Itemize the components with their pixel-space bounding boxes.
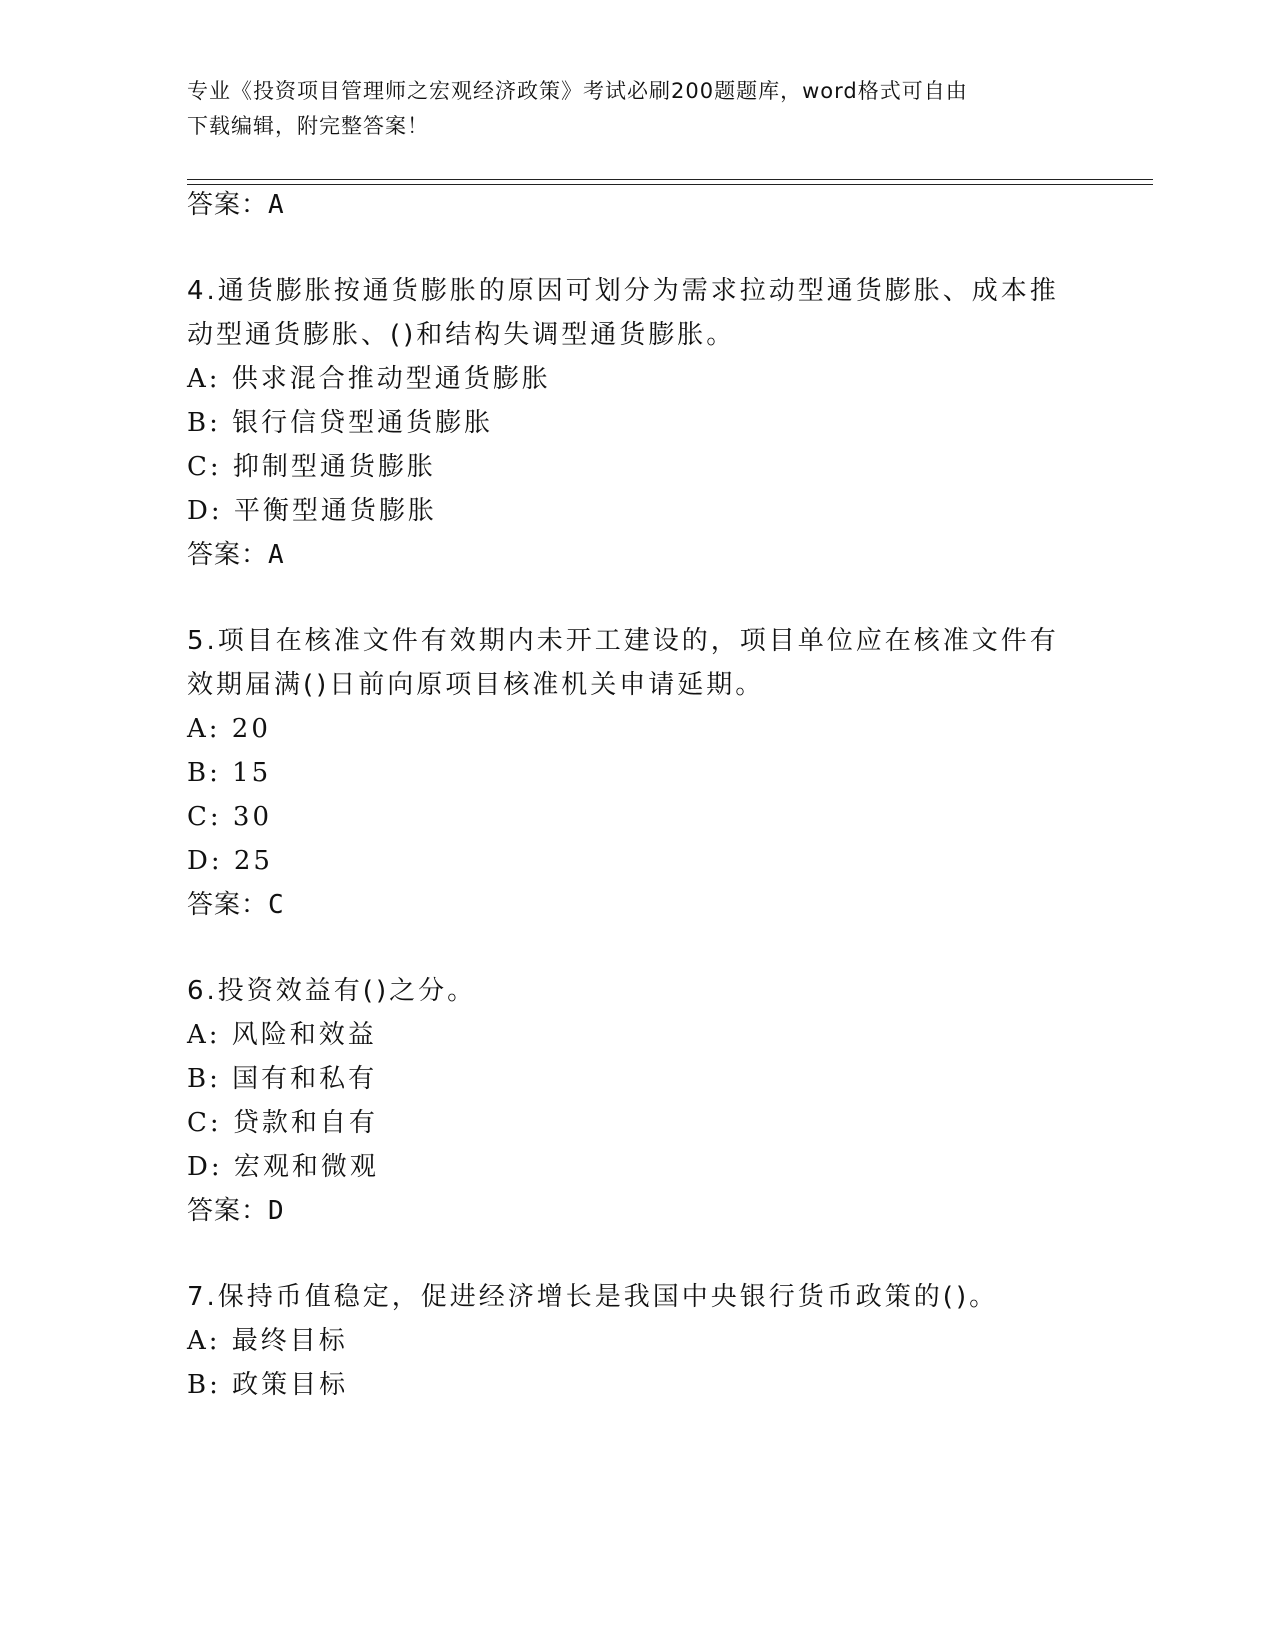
option-d: D: 平衡型通货膨胀 [187,496,437,526]
option-b: B: 银行信贷型通货膨胀 [187,408,494,438]
option-a: A: 最终目标 [187,1326,348,1356]
option-d: D: 25 [187,846,273,876]
option-c: C: 抑制型通货膨胀 [187,452,436,482]
question-stem: 6.投资效益有()之分。 [187,976,477,1006]
question-stem: 效期届满()日前向原项目核准机关申请延期。 [187,670,765,700]
option-c: C: 贷款和自有 [187,1108,378,1138]
header-divider-bottom [187,184,1153,185]
option-a: A: 20 [187,714,271,744]
answer-line: 答案：A [187,540,285,570]
document-header [187,74,1067,144]
answer-line: 答案：C [187,890,285,920]
option-a: A: 风险和效益 [187,1020,377,1050]
option-b: B: 政策目标 [187,1370,349,1400]
question-stem: 5.项目在核准文件有效期内未开工建设的，项目单位应在核准文件有 [187,626,1059,656]
option-d: D: 宏观和微观 [187,1152,379,1182]
question-stem: 7.保持币值稳定，促进经济增长是我国中央银行货币政策的()。 [187,1282,999,1312]
header-divider-top [187,179,1153,180]
option-a: A: 供求混合推动型通货膨胀 [187,364,551,394]
question-stem: 4.通货膨胀按通货膨胀的原因可划分为需求拉动型通货膨胀、成本推 [187,276,1059,306]
question-stem: 动型通货膨胀、()和结构失调型通货膨胀。 [187,320,736,350]
answer-line: 答案：D [187,1196,285,1226]
option-b: B: 国有和私有 [187,1064,378,1094]
option-b: B: 15 [187,758,272,788]
answer-line: 答案：A [187,190,285,220]
option-c: C: 30 [187,802,273,832]
header-line-2: 下载编辑，附完整答案！ [187,114,429,138]
header-line-1: 专业《投资项目管理师之宏观经济政策》考试必刷200题题库，word格式可自由 [187,79,968,103]
